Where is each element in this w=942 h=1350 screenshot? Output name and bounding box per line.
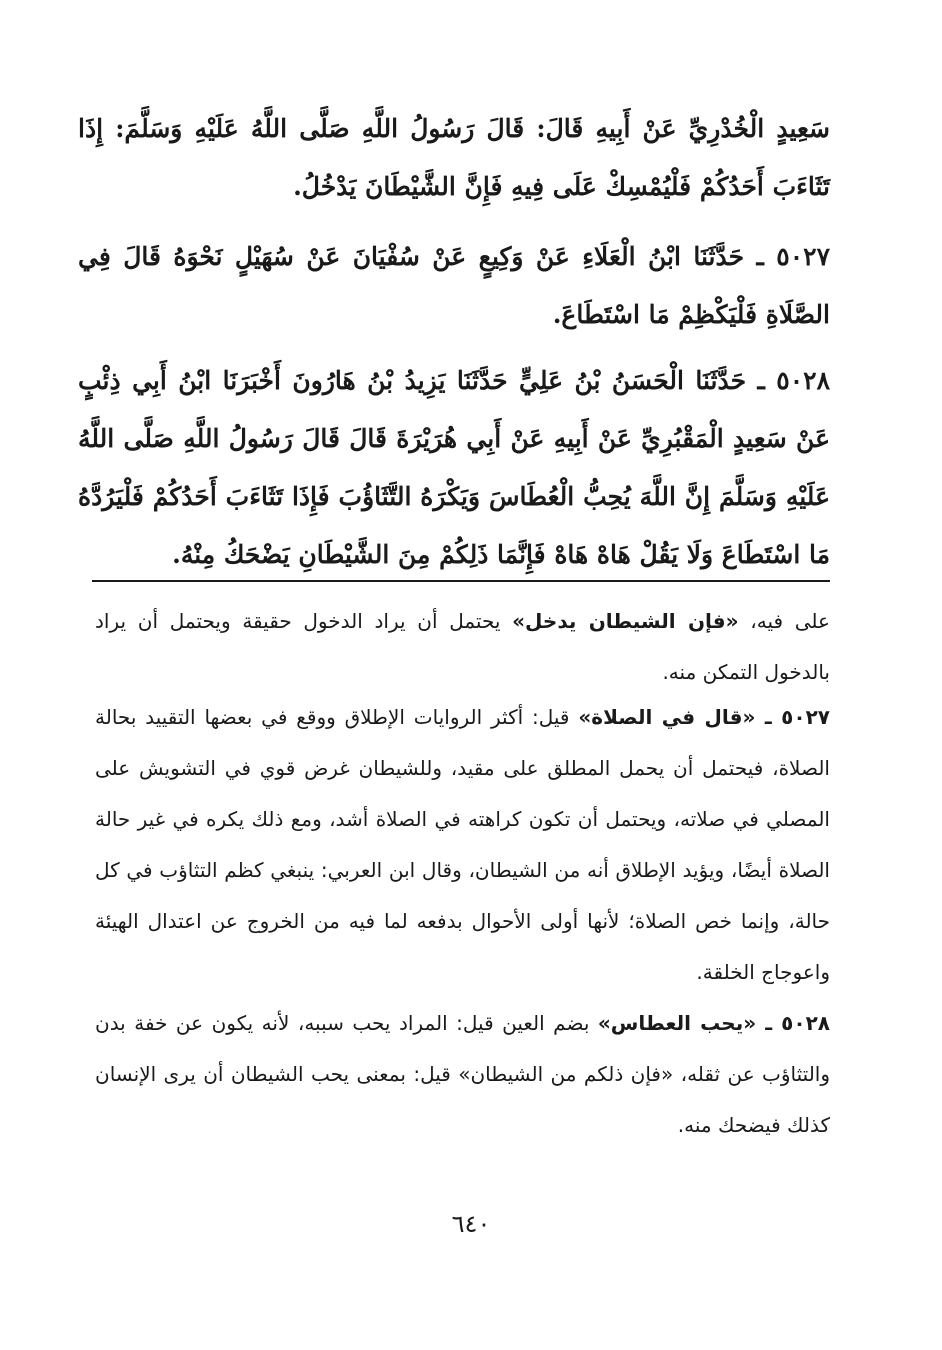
commentary-note-5028 [95,998,830,1151]
commentary-note-5027 [95,692,830,998]
note-text: قيل: أكثر الروايات الإطلاق ووقع في بعضها التقييد بحالة الصلاة، فيحتمل أن يحمل المطلق على مقيد، وللشيطان غرض قوي في التشويش على المصلي في صلاته، ويحتمل أن تكون كراهته في الصلاة أشد، ومع ذلك يكره في غير حالة الصلاة أيضًا، ويؤيد الإطلاق أنه من الشيطان، وقال ابن العربي: ينبغي كظم التثاؤب في كل حالة، وإنما خص الصلاة؛ لأنها أولى الأحوال بدفعه لما فيه من الخروج عن اعتدال الهيئة واعوجاج الخلقة. [95,705,830,984]
note-text: على فيه، [738,609,830,633]
footnote-divider [92,580,830,582]
commentary-note [95,596,830,698]
note-label: ٥٠٢٨ ـ «يحب العطاس» [597,1011,830,1035]
hadith-5027-paragraph: ٥٠٢٧ ـ حَدَّثَنَا ابْنُ الْعَلَاءِ عَنْ وَكِيعٍ عَنْ سُفْيَانَ عَنْ سُهَيْلٍ نَحْوَهُ قَالَ فِي الصَّلَاةِ فَلْيَكْظِمْ مَا اسْتَطَاعَ. [78,242,830,329]
note-text: بضم العين قيل: المراد يحب سببه، لأنه يكون عن خفة بدن والتثاؤب عن ثقله، «فإن ذلكم من الشيطان» قيل: بمعنى يحب الشيطان أن يرى الإنسان كذلك فيضحك منه. [95,1011,830,1137]
hadith-paragraph: سَعِيدٍ الْخُدْرِيِّ عَنْ أَبِيهِ قَالَ: قَالَ رَسُولُ اللَّهِ صَلَّى اللَّهُ عَلَيْهِ وَسَلَّمَ: إِذَا تَثَاءَبَ أَحَدُكُمْ فَلْيُمْسِكْ عَلَى فِيهِ فَإِنَّ الشَّيْطَانَ يَدْخُلُ. [78,114,830,201]
note-text: يحتمل أن يراد الدخول حقيقة ويحتمل أن يراد بالدخول التمكن منه. [95,609,830,684]
hadith-5028-paragraph: ٥٠٢٨ ـ حَدَّثَنَا الْحَسَنُ بْنُ عَلِيٍّ حَدَّثَنَا يَزِيدُ بْنُ هَارُونَ أَخْبَرَنَا ابْنُ أَبِي ذِئْبٍ عَنْ سَعِيدٍ الْمَقْبُرِيِّ عَنْ أَبِيهِ عَنْ أَبِي هُرَيْرَةَ قَالَ قَالَ رَسُولُ اللَّهِ صَلَّى اللَّهُ عَلَيْهِ وَسَلَّمَ إِنَّ اللَّهَ يُحِبُّ الْعُطَاسَ وَيَكْرَهُ التَّثَاؤُبَ فَإِذَا تَثَاءَبَ أَحَدُكُمْ فَلْيَرُدَّهُ مَا اسْتَطَاعَ وَلَا يَقُلْ هَاهْ هَاهْ فَإِنَّمَا ذَلِكُمْ مِنَ الشَّيْطَانِ يَضْحَكُ مِنْهُ. [78,366,830,569]
note-label: ٥٠٢٧ ـ «قال في الصلاة» [578,705,830,729]
note-label: «فإن الشيطان يدخل» [512,609,739,633]
page-number: ٦٤٠ [451,1210,491,1238]
